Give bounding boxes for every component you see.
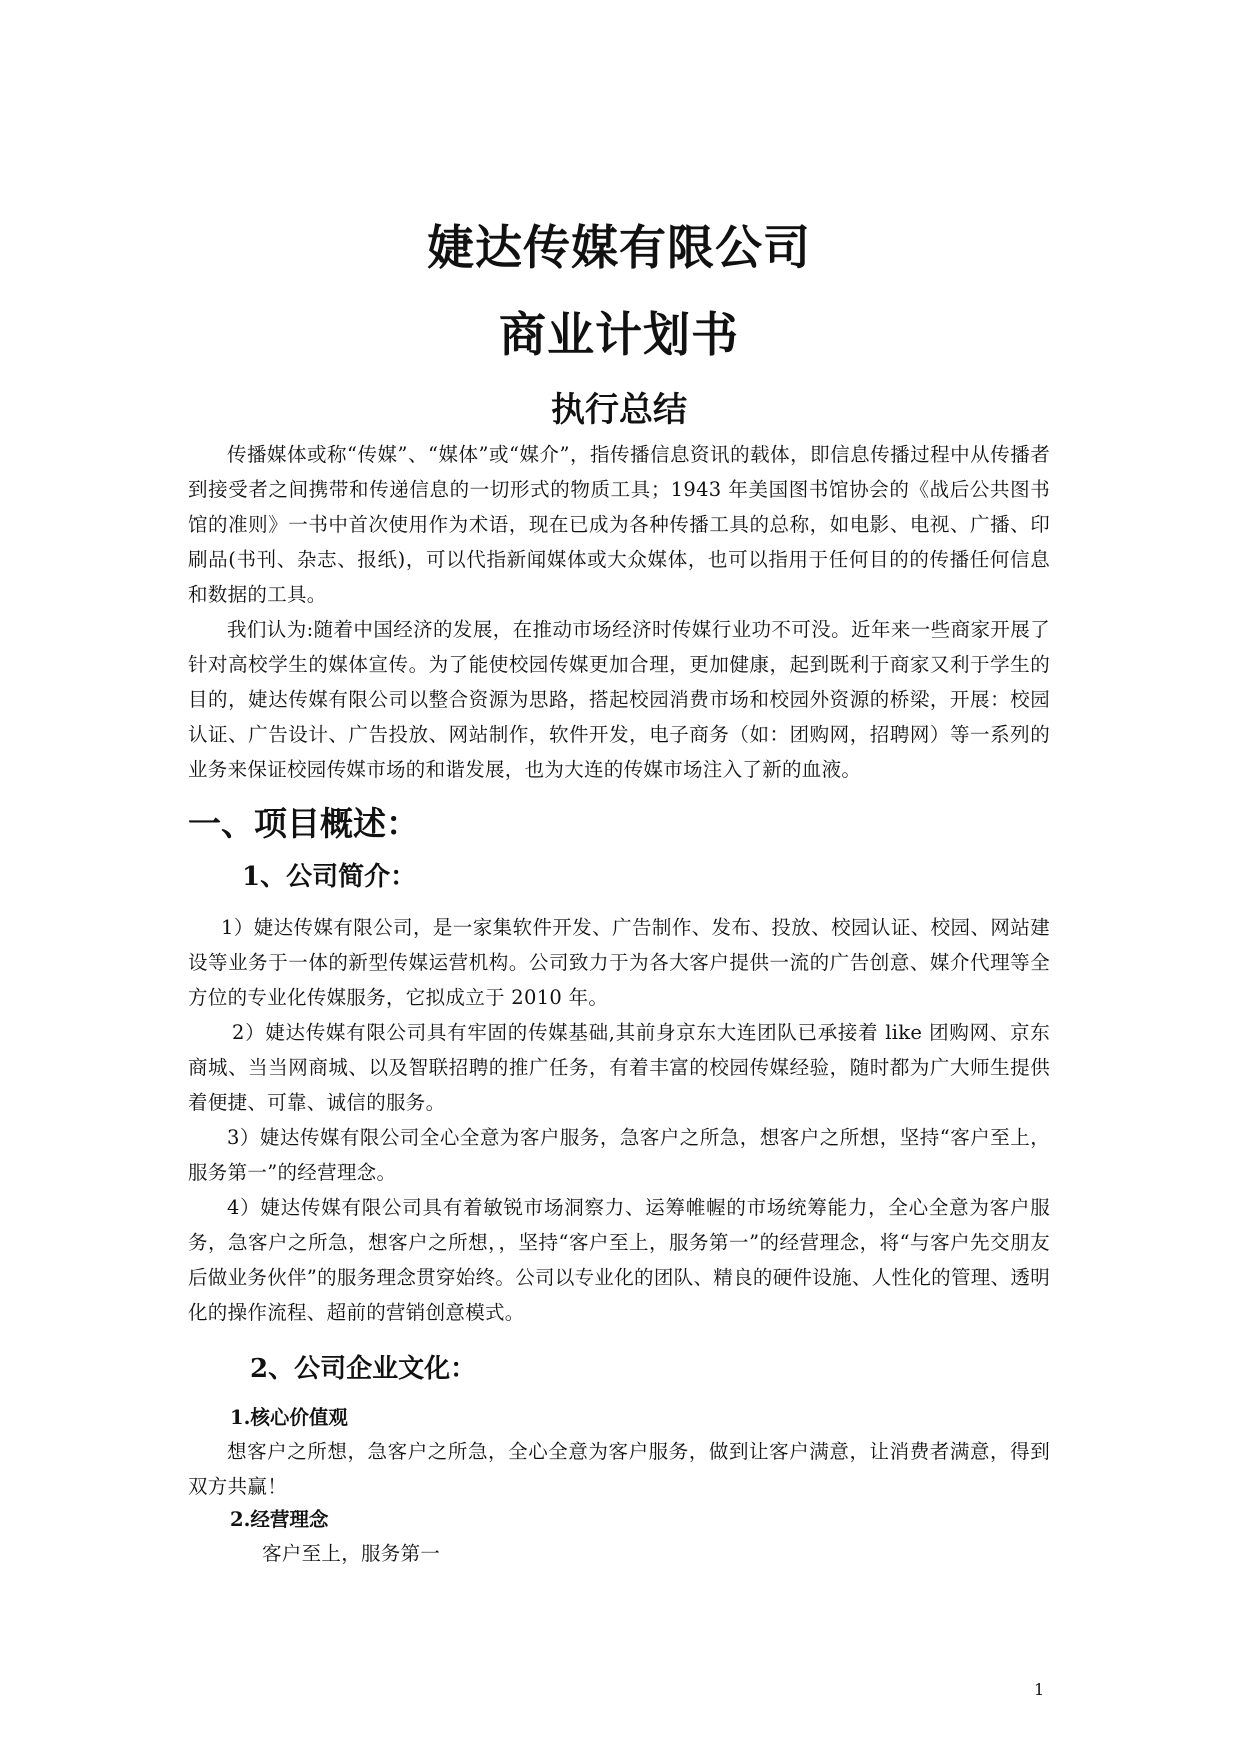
- document-title: 商业计划书: [499, 308, 739, 363]
- document-content: [188, 221, 1050, 1571]
- subsection-2-title: 2、公司企业文化：: [250, 1354, 477, 1384]
- exec-summary-title: 执行总结: [551, 390, 687, 430]
- exec-paragraph-2: 我们认为:随着中国经济的发展，在推动市场经济时传媒行业功不可没。近年来一些商家开展了针对高校学生的媒体宣传。为了能使校园传媒更加合理，更加健康，起到既利于商家又利于学生的目的，婕达传媒有限公司以整合资源为思路，搭起校园消费市场和校园外资源的桥梁，开展：校园认证、广告设计、广告投放、网站制作，软件开发，电子商务（如：团购网，招聘网）等一系列的业务来保证校园传媒市场的和谐发展，也为大连的传媒市场注入了新的血液。: [188, 618, 1050, 781]
- section-1-title: 一、项目概述：: [188, 804, 419, 843]
- intro-paragraph-1: 1）婕达传媒有限公司，是一家集软件开发、广告制作、发布、投放、校园认证、校园、网站建设等业务于一体的新型传媒运营机构。公司致力于为各大客户提供一流的广告创意、媒介代理等全方位的专业化传媒服务，它拟成立于 2010 年。: [188, 916, 1050, 1009]
- company-title: 婕达传媒有限公司: [427, 221, 811, 276]
- intro-paragraph-4: 4）婕达传媒有限公司具有着敏锐市场洞察力、运筹帷幄的市场统筹能力，全心全意为客户服务，急客户之所急，想客户之所想，，坚持“客户至上，服务第一”的经营理念，将“与客户先交朋友后做业务伙伴”的服务理念贯穿始终。公司以专业化的团队、精良的硬件设施、人性化的管理、透明化的操作流程、超前的营销创意模式。: [188, 1196, 1050, 1324]
- business-philosophy-title: 2.经营理念: [230, 1508, 329, 1531]
- intro-paragraph-2: 2）婕达传媒有限公司具有牢固的传媒基础,其前身京东大连团队已承接着 like 团购网、京东商城、当当网商城、以及智联招聘的推广任务，有着丰富的校园传媒经验，随时都为广大师生提供着便捷、可靠、诚信的服务。: [188, 1021, 1050, 1114]
- core-values-title: 1.核心价值观: [230, 1406, 348, 1429]
- exec-paragraph-1: 传播媒体或称“传媒”、“媒体”或“媒介”，指传播信息资讯的载体，即信息传播过程中从传播者到接受者之间携带和传递信息的一切形式的物质工具；1943 年美国图书馆协会的《战后公共图书馆的准则》一书中首次使用作为术语，现在已成为各种传播工具的总称，如电影、电视、广播、印刷品(书刊、杂志、报纸)，可以代指新闻媒体或大众媒体，也可以指用于任何目的的传播任何信息和数据的工具。: [188, 443, 1050, 606]
- subsection-1-title: 1、公司简介：: [242, 862, 417, 892]
- business-philosophy-text: 客户至上，服务第一: [262, 1542, 441, 1565]
- intro-paragraph-3: 3）婕达传媒有限公司全心全意为客户服务，急客户之所急，想客户之所想，坚持“客户至上，服务第一”的经营理念。: [188, 1126, 1050, 1184]
- page-number: 1: [1034, 1680, 1045, 1699]
- core-values-text: 想客户之所想，急客户之所急，全心全意为客户服务，做到让客户满意，让消费者满意，得到双方共赢！: [188, 1440, 1050, 1498]
